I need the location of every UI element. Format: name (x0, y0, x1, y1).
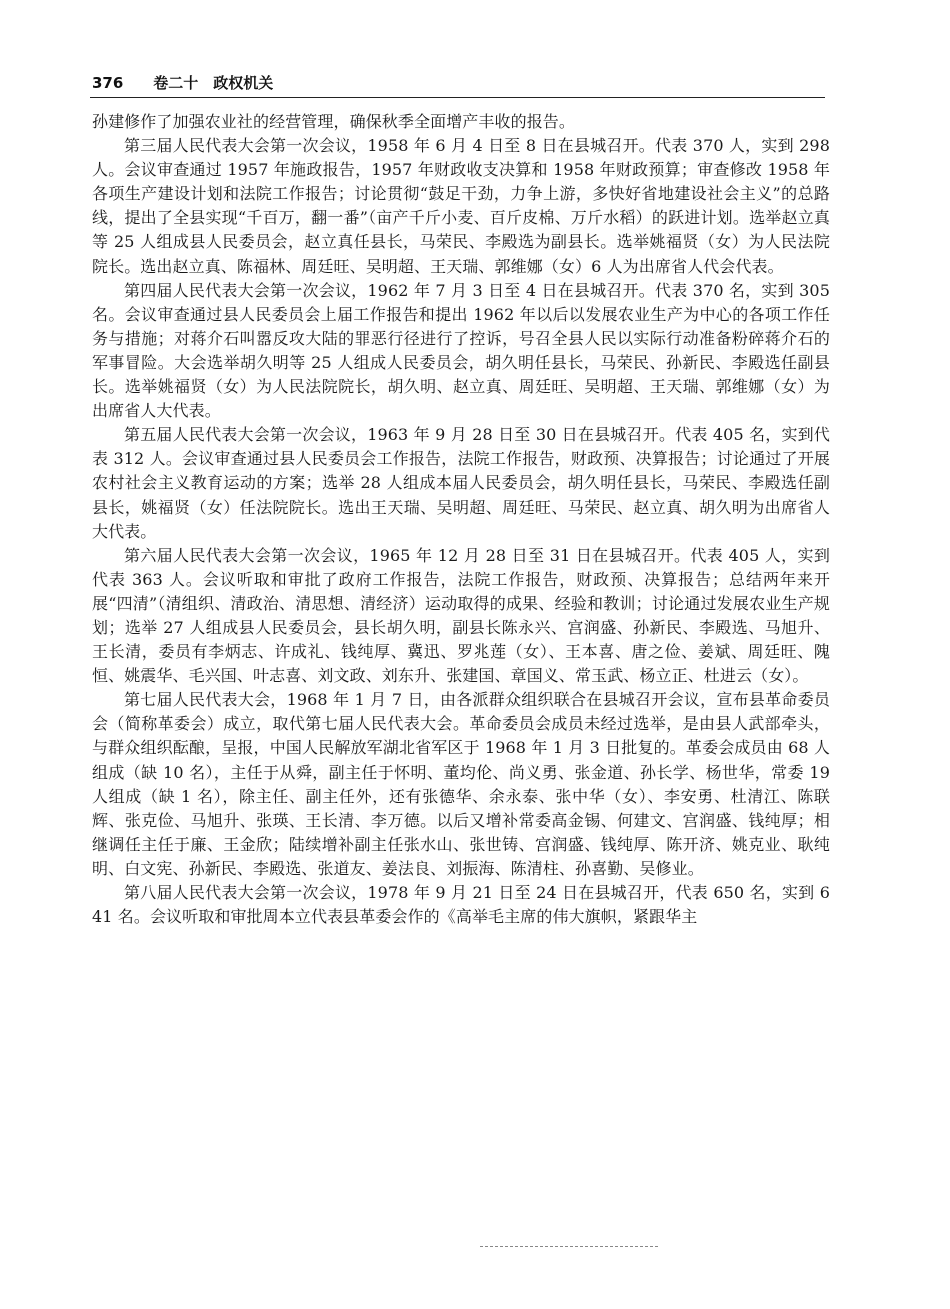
page-number: 376 (92, 74, 124, 92)
paragraph-continuation: 孙建修作了加强农业社的经营管理，确保秋季全面增产丰收的报告。 (92, 112, 576, 131)
volume-title: 卷二十 政权机关 (153, 74, 274, 92)
paragraph-seventh-congress: 第七届人民代表大会，1968 年 1 月 7 日，由各派群众组织联合在县城召开会议，宣布县革命委员会（简称革委会）成立，取代第七届人民代表大会。革命委员会成员未经过选举，是由县人武部牵头，与群众组织酝酿，呈报，中国人民解放军湖北省军区于 1968 年 1 月 3 日批复的。革委会成员由 68 人组成（缺 10 名），主任于从舜，副主任于怀明、董均伦、尚义勇、张金道、孙长学、杨世华，常委 19 人组成（缺 1 名），除主任、副主任外，还有张德华、余永泰、张中华（女）、李安勇、杜清江、陈联辉、张克俭、马旭升、张瑛、王长清、李万德。以后又增补常委高金锡、何建文、宫润盛、钱纯厚；相继调任主任于廉、王金欣；陆续增补副主任张水山、张世铸、宫润盛、钱纯厚、陈开济、姚克业、耿纯明、白文宪、孙新民、李殿选、张道友、姜法良、刘振海、陈清柱、孙喜勤、吴修业。 (92, 690, 830, 878)
paragraph-third-congress: 第三届人民代表大会第一次会议，1958 年 6 月 4 日至 8 日在县城召开。代表 370 人，实到 298 人。会议审查通过 1957 年施政报告，1957 年财政收支决算和 1958 年财政预算；审查修改 1958 年各项生产建设计划和法院工作报告；讨论贯彻“鼓足干劲，力争上游，多快好省地建设社会主义”的总路线，提出了全县实现“千百万，翻一番”（亩产千斤小麦、百斤皮棉、万斤水稻）的跃进计划。选举赵立真等 25 人组成县人民委员会，赵立真任县长，马荣民、李殿选为副县长。选举姚福贤（女）为人民法院院长。选出赵立真、陈福林、周廷旺、吴明超、王天瑞、郭维娜（女）6 人为出席省人代会代表。 (92, 136, 830, 276)
paragraph-eighth-congress: 第八届人民代表大会第一次会议，1978 年 9 月 21 日至 24 日在县城召开，代表 650 名，实到 641 名。会议听取和审批周本立代表县革委会作的《高举毛主席的伟大旗帜，紧跟华主 (92, 883, 830, 927)
body-text (92, 110, 830, 929)
paragraph-fourth-congress: 第四届人民代表大会第一次会议，1962 年 7 月 3 日至 4 日在县城召开。代表 370 名，实到 305 名。会议审查通过县人民委员会上届工作报告和提出 1962 年以后以发展农业生产为中心的各项工作任务与措施；对蒋介石叫嚣反攻大陆的罪恶行径进行了控诉，号召全县人民以实际行动准备粉碎蒋介石的军事冒险。大会选举胡久明等 25 人组成人民委员会，胡久明任县长，马荣民、孙新民、李殿选任副县长。选举姚福贤（女）为人民法院院长，胡久明、赵立真、周廷旺、吴明超、王天瑞、郭维娜（女）为出席省人大代表。 (92, 280, 830, 421)
running-head (92, 72, 832, 94)
scan-smudge-line (480, 1246, 658, 1247)
header-rule (90, 97, 825, 98)
paragraph-fifth-congress: 第五届人民代表大会第一次会议，1963 年 9 月 28 日至 30 日在县城召开。代表 405 名，实到代表 312 人。会议审查通过县人民委员会工作报告，法院工作报告，财政预、决算报告；讨论通过了开展农村社会主义教育运动的方案；选举 28 人组成本届人民委员会，胡久明任县长，马荣民、李殿选任副县长，姚福贤（女）任法院院长。选出王天瑞、吴明超、周廷旺、马荣民、赵立真、胡久明为出席省人大代表。 (92, 425, 830, 541)
paragraph-sixth-congress: 第六届人民代表大会第一次会议，1965 年 12 月 28 日至 31 日在县城召开。代表 405 人，实到代表 363 人。会议听取和审批了政府工作报告，法院工作报告，财政预、决算报告；总结两年来开展“四清”（清组织、清政治、清思想、清经济）运动取得的成果、经验和教训；讨论通过发展农业生产规划；选举 27 人组成县人民委员会，县长胡久明，副县长陈永兴、宫润盛、孙新民、李殿选、马旭升、王长清，委员有李炳志、许成礼、钱纯厚、冀迅、罗兆莲（女）、王本喜、唐之俭、姜斌、周廷旺、隗恒、姚震华、毛兴国、叶志喜、刘文政、刘东升、张建国、章国义、常玉武、杨立正、杜进云（女）。 (92, 545, 830, 686)
